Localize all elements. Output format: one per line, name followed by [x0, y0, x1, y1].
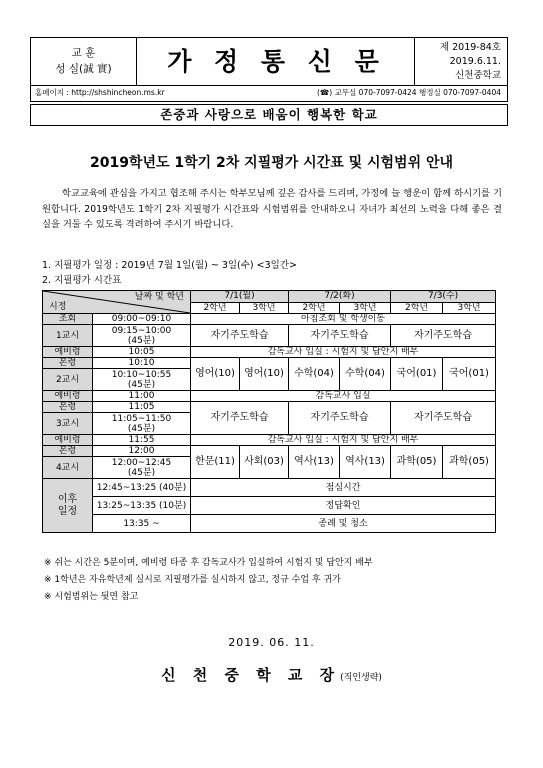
school-slogan: 존중과 사랑으로 배움이 행복한 학교	[30, 104, 508, 126]
day-header: 7/2(화)	[289, 291, 391, 303]
motto-label: 교 훈	[71, 47, 96, 59]
row-label: 조회	[43, 314, 93, 325]
self-study-cell: 자기주도학습	[391, 402, 496, 435]
time-range: 09:15~10:00	[111, 325, 172, 336]
exam-timetable	[42, 290, 496, 533]
duration: (45분)	[127, 379, 156, 390]
duration: (45분)	[127, 467, 156, 478]
subject-cell: 역사(13)	[340, 446, 391, 479]
issue-date-footer: 2019. 06. 11.	[228, 636, 315, 649]
self-study-cell: 자기주도학습	[191, 325, 289, 347]
row-time: 13:35 ~	[93, 515, 191, 533]
grade-header: 2학년	[289, 302, 340, 314]
row-label: 1교시	[43, 325, 93, 347]
day-header: 7/3(수)	[391, 291, 496, 303]
issue-info	[414, 38, 507, 85]
notes	[44, 555, 373, 606]
subject-cell: 역사(13)	[289, 446, 340, 479]
row-label: 3교시	[43, 413, 93, 435]
row-content: 감독교사 입실 : 시험지 및 답안지 배부	[191, 435, 496, 446]
row-content: 종례 및 청소	[191, 515, 496, 533]
row-label: 본령	[43, 358, 93, 369]
row-time: 12:45~13:25 (40분)	[93, 479, 191, 497]
row-time: 11:05	[93, 402, 191, 413]
section-schedule: 1. 지필평가 일정 : 2019년 7월 1일(월) ~ 3일(수) <3일간>	[42, 260, 297, 271]
subject-cell: 사회(03)	[240, 446, 289, 479]
row-time: 10:05	[93, 347, 191, 358]
self-study-cell: 자기주도학습	[289, 325, 391, 347]
subject-cell: 과학(05)	[391, 446, 443, 479]
row-time: 11:00	[93, 391, 191, 402]
row-content: 감독교사 입실	[191, 391, 496, 402]
grade-header: 3학년	[340, 302, 391, 314]
row-time	[93, 325, 191, 347]
newsletter-header	[30, 37, 508, 86]
row-label: 2교시	[43, 369, 93, 391]
corner-date-label: 날짜 및 학년	[134, 292, 184, 302]
subject-cell: 과학(05)	[443, 446, 496, 479]
self-study-cell: 자기주도학습	[391, 325, 496, 347]
row-label: 예비령	[43, 347, 93, 358]
row-label: 예비령	[43, 391, 93, 402]
document-title: 2019학년도 1학기 2차 지필평가 시간표 및 시험범위 안내	[89, 155, 454, 171]
subject-cell: 영어(10)	[191, 358, 240, 391]
note-item: ※ 1학년은 자유학년제 실시로 지필평가를 실시하지 않고, 정규 수업 후 귀가	[44, 575, 341, 585]
note-item: ※ 쉬는 시간은 5분이며, 예비령 타종 후 감독교사가 입실하여 시험지 및 답안지 배부	[44, 558, 373, 568]
row-content: 아침조회 및 학생이동	[191, 314, 496, 325]
subject-cell: 한문(11)	[191, 446, 240, 479]
homepage-link[interactable]: 홈페이지 : http://shshincheon.ms.kr	[35, 88, 165, 97]
intro-paragraph: 학교교육에 관심을 가지고 협조해 주시는 학부모님께 깊은 감사를 드리며, 가정에 늘 행운이 함께 하시기를 기원합니다. 2019학년도 1학기 2차 지필평가 시간표와 시험범위를 안내하오니 자녀가 최선의 노력을 다해 좋은 결실을 거둘 수 있도록 격려하여 주시기 바랍니다.	[42, 188, 502, 230]
newsletter-title: 가 정 통 신 문	[167, 47, 386, 76]
phone-numbers: (☎) 교무실 070-7097-0424 행정실 070-7097-0404	[316, 88, 501, 97]
row-time	[93, 369, 191, 391]
row-time	[93, 457, 191, 479]
table-corner	[43, 291, 191, 314]
signature-text: 신 천 중 학 교 장	[161, 666, 341, 684]
row-time	[93, 413, 191, 435]
duration: (45분)	[127, 335, 156, 346]
corner-period-label: 시정	[49, 302, 67, 312]
principal-signature	[0, 664, 543, 685]
motto-text: 성 실(誠 實)	[55, 63, 112, 75]
time-range: 11:05~11:50	[111, 413, 172, 424]
row-content: 감독교사 입실 : 시험지 및 답안지 배부	[191, 347, 496, 358]
time-range: 12:00~12:45	[111, 457, 172, 468]
day-header: 7/1(월)	[191, 291, 289, 303]
row-time: 09:00~09:10	[93, 314, 191, 325]
row-label: 본령	[43, 446, 93, 457]
row-time: 12:00	[93, 446, 191, 457]
issue-date: 2019.6.11.	[449, 56, 501, 67]
row-time: 13:25~13:35 (10분)	[93, 497, 191, 515]
grade-header: 2학년	[191, 302, 240, 314]
subject-cell: 영어(10)	[240, 358, 289, 391]
subject-cell: 수학(04)	[340, 358, 391, 391]
row-content: 정답확인	[191, 497, 496, 515]
row-time: 10:10	[93, 358, 191, 369]
time-range: 10:10~10:55	[111, 369, 172, 380]
self-study-cell: 자기주도학습	[289, 402, 391, 435]
row-time: 11:55	[93, 435, 191, 446]
seal-omitted-note: (직인생략)	[340, 673, 382, 683]
row-label: 본령	[43, 402, 93, 413]
contact-bar	[30, 86, 508, 102]
note-item: ※ 시험범위는 뒷면 참고	[44, 592, 139, 602]
subject-cell: 수학(04)	[289, 358, 340, 391]
row-content: 점심시간	[191, 479, 496, 497]
issue-school: 신천중학교	[455, 70, 501, 81]
section-timetable: 2. 지필평가 시간표	[42, 275, 122, 286]
after-schedule-label: 이후 일정	[43, 479, 93, 533]
grade-header: 3학년	[443, 302, 496, 314]
grade-header: 2학년	[391, 302, 443, 314]
issue-number: 제 2019-84호	[439, 42, 501, 53]
self-study-cell: 자기주도학습	[191, 402, 289, 435]
school-motto	[31, 38, 137, 85]
grade-header: 3학년	[240, 302, 289, 314]
subject-cell: 국어(01)	[391, 358, 443, 391]
row-label: 4교시	[43, 457, 93, 479]
row-label: 예비령	[43, 435, 93, 446]
duration: (45분)	[127, 423, 156, 434]
subject-cell: 국어(01)	[443, 358, 496, 391]
